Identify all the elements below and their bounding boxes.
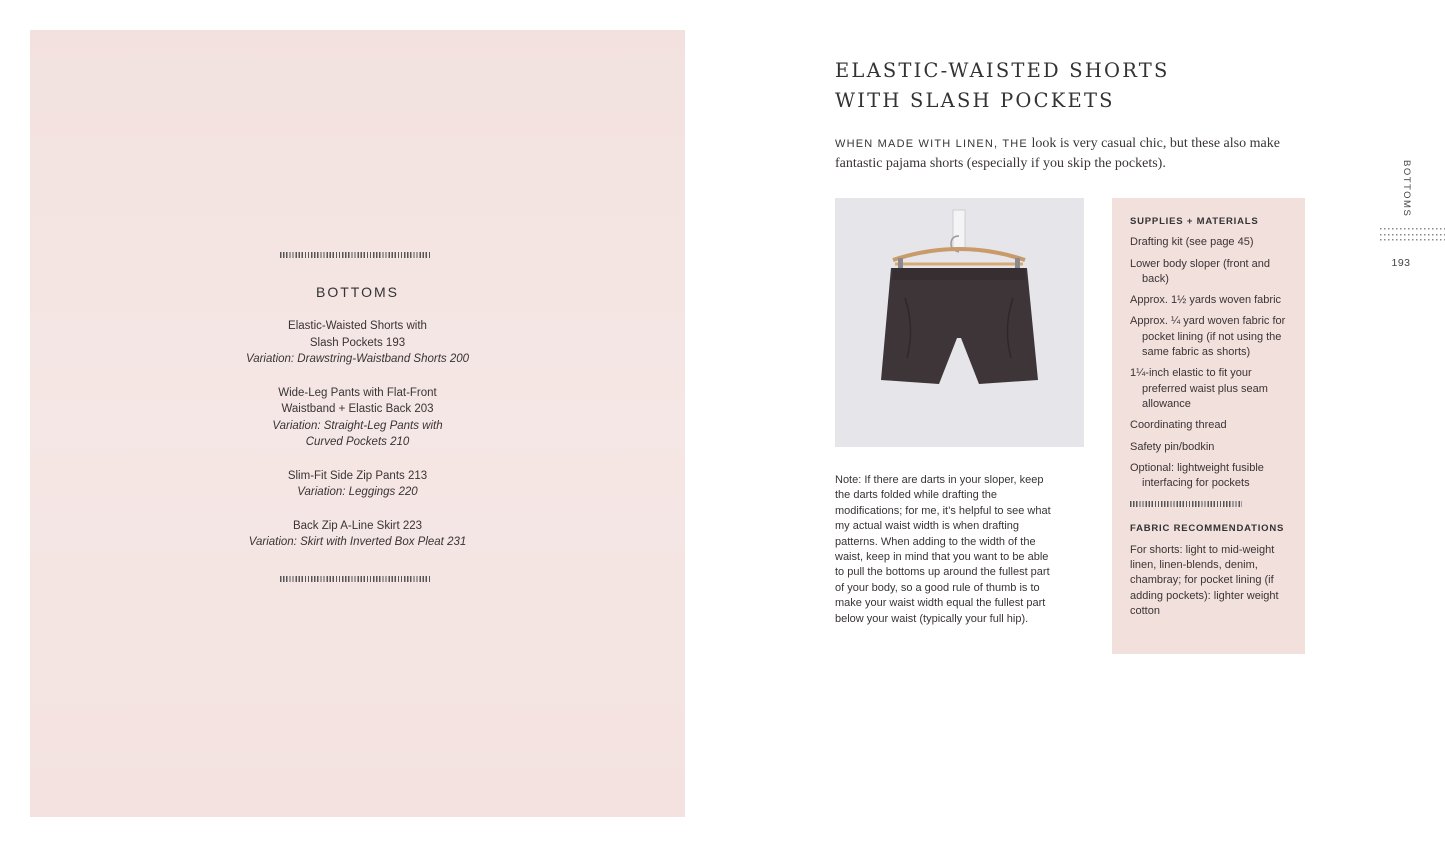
toc-entry <box>30 518 685 551</box>
fabric-text: For shorts: light to mid-weight linen, linen-blends, denim, chambray; for pocket lining (if adding pockets): lighter weight cotton <box>1130 543 1279 617</box>
toc-entry-variation: Variation: Leggings 220 <box>297 486 418 498</box>
toc-entry-title: Slash Pockets 193 <box>309 336 406 349</box>
list-item: 1¼-inch elastic to fit your preferred waist plus seam allowance <box>1130 367 1268 410</box>
intro-text: look is very casual chic, but these also make fantastic pajama shorts (especially if you skip the pockets). <box>835 136 1280 171</box>
section-tab-dots <box>1380 228 1445 241</box>
list-item: Approx. 1½ yards woven fabric <box>1130 294 1282 307</box>
list-item: Safety pin/bodkin <box>1130 440 1215 453</box>
section-tab-label: BOTTOMS <box>1401 160 1412 218</box>
toc-entry <box>30 385 685 451</box>
decorative-rule-sidebar <box>1130 501 1242 507</box>
list-item: Lower body sloper (front and back) <box>1130 257 1271 285</box>
note-paragraph: Note: If there are darts in your sloper, keep the darts folded while drafting the modifications; for me, it’s helpful to see what my actual waist width is when drafting patterns. When adding to the width of the waist, keep in mind that you want to be able to pull the bottoms up around the fullest part of your body, so a good rule of thumb is to make your waist width equal the fullest part below your waist (typically your full hip). <box>835 474 1051 625</box>
section-heading: BOTTOMS <box>316 284 399 300</box>
shorts-photo <box>835 198 1084 447</box>
toc-entry-title: Waistband + Elastic Back 203 <box>281 403 434 415</box>
supplies-heading: SUPPLIES + MATERIALS <box>1130 216 1259 227</box>
page-number: 193 <box>1391 257 1411 269</box>
toc-entry <box>30 318 685 368</box>
table-of-contents <box>30 318 685 568</box>
supplies-sidebar <box>1112 198 1305 654</box>
toc-entry-title: Back Zip A-Line Skirt 223 <box>292 519 423 532</box>
toc-entry-variation: Variation: Skirt with Inverted Box Pleat 231 <box>248 536 467 548</box>
toc-entry <box>30 468 685 501</box>
list-item: Approx. ¼ yard woven fabric for pocket lining (if not using the same fabric as shorts) <box>1130 315 1286 359</box>
list-item: Coordinating thread <box>1130 419 1227 432</box>
toc-entry-variation: Variation: Straight-Leg Pants with <box>272 419 443 432</box>
toc-entry-variation: Curved Pockets 210 <box>305 436 410 448</box>
decorative-rule-bottom <box>280 576 430 582</box>
list-item: Optional: lightweight fusible interfacing for pockets <box>1130 461 1264 490</box>
decorative-rule-top <box>280 252 430 258</box>
intro-lead: WHEN MADE WITH LINEN, THE <box>835 138 1028 150</box>
toc-entry-title: Elastic-Waisted Shorts with <box>288 320 427 332</box>
recipe-title <box>835 56 1170 116</box>
left-page <box>30 30 685 817</box>
supplies-list <box>1130 235 1289 491</box>
toc-entry-variation: Variation: Drawstring-Waistband Shorts 200 <box>245 353 470 365</box>
fabric-heading: FABRIC RECOMMENDATIONS <box>1130 523 1285 535</box>
toc-entry-title: Slim-Fit Side Zip Pants 213 <box>287 469 428 482</box>
title-line-1: ELASTIC-WAISTED SHORTS <box>835 59 1170 82</box>
list-item: Drafting kit (see page 45) <box>1130 236 1254 249</box>
shorts-on-hanger-illustration <box>835 198 1084 447</box>
intro-paragraph <box>835 134 1315 174</box>
title-line-2: WITH SLASH POCKETS <box>835 89 1115 112</box>
toc-entry-title: Wide-Leg Pants with Flat-Front <box>278 386 437 399</box>
